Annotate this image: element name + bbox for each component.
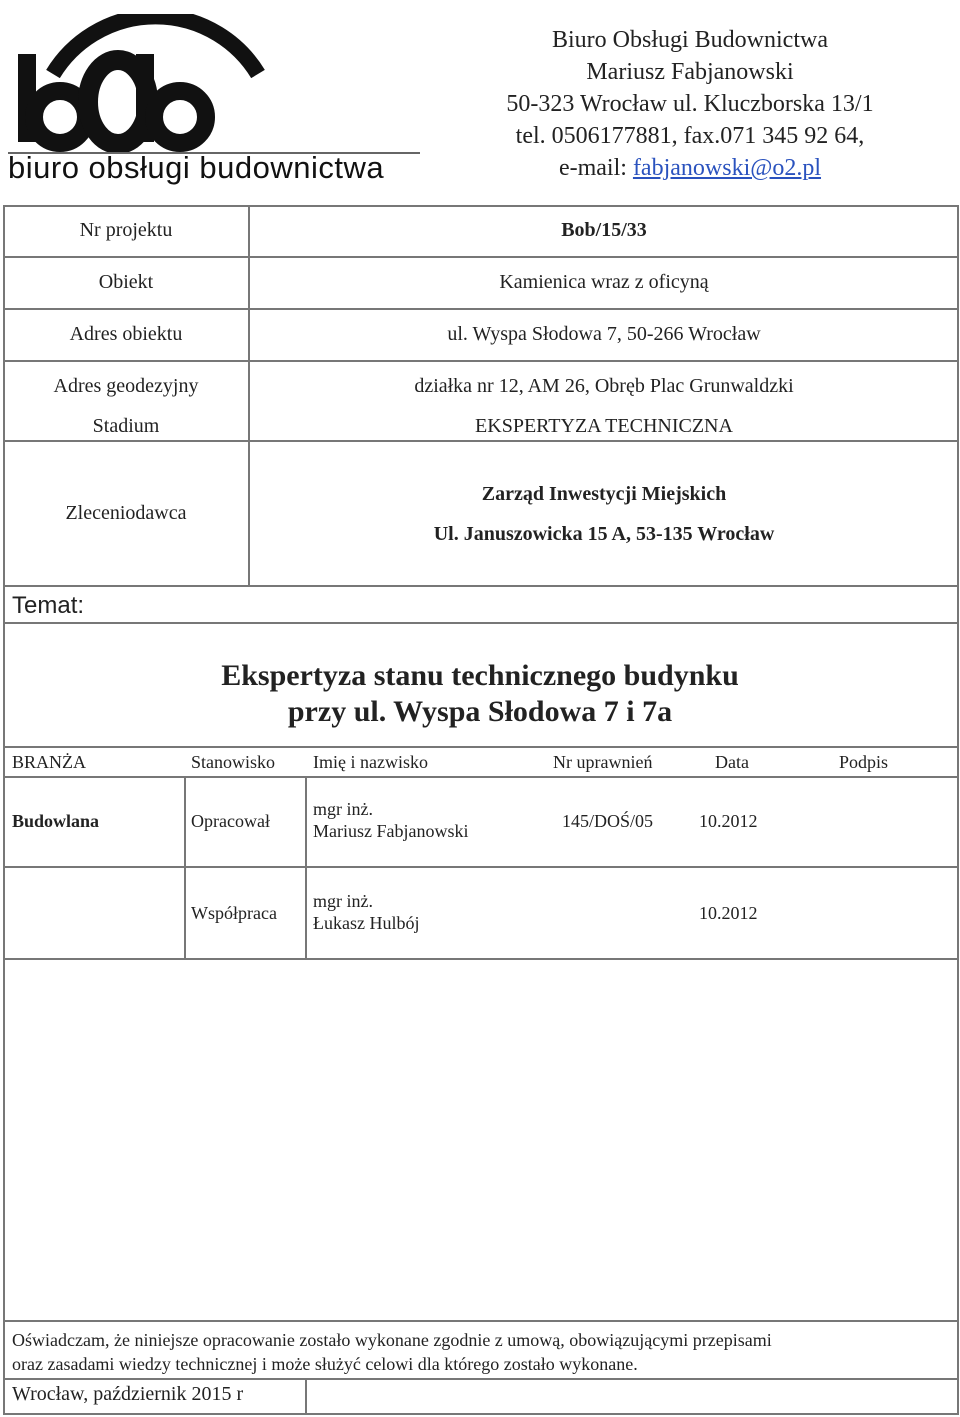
stadium-value: EKSPERTYZA TECHNICZNA: [475, 415, 733, 437]
col-line: [305, 1378, 307, 1415]
row1-title: mgr inż.: [313, 799, 373, 819]
header-nr: Nr uprawnień: [553, 752, 653, 772]
row-line: [3, 256, 958, 258]
obiekt-value: Kamienica wraz z oficyną: [499, 271, 709, 293]
row-line: [3, 308, 958, 310]
row-line: [3, 776, 958, 778]
row-line: [3, 622, 958, 624]
row2-data: 10.2012: [699, 903, 758, 923]
zleceniodawca-label: Zleceniodawca: [65, 502, 187, 524]
row2-title: mgr inż.: [313, 891, 373, 911]
header-podpis: Podpis: [839, 752, 889, 772]
header-stanowisko: Stanowisko: [191, 752, 276, 772]
company-email-line: [440, 152, 940, 184]
zleceniodawca-address: Ul. Januszowicka 15 A, 53-135 Wrocław: [433, 523, 775, 545]
col-line: [184, 776, 186, 960]
row-line: [3, 958, 958, 960]
row1-branza: Budowlana: [12, 811, 100, 831]
row2-stanowisko: Współpraca: [191, 903, 277, 923]
company-name: Biuro Obsługi Budownictwa: [552, 27, 828, 53]
logo-caption: biuro obsługi budownictwa: [8, 150, 385, 185]
row1-nr: 145/DOŚ/05: [562, 811, 654, 831]
company-info: [440, 24, 940, 184]
row2-name: Łukasz Hulbój: [313, 913, 420, 933]
email-label: e-mail:: [558, 155, 633, 181]
stadium-label: Stadium: [92, 415, 160, 437]
temat-line-1: Ekspertyza stanu technicznego budynku: [221, 659, 739, 692]
header-imie: Imię i nazwisko: [313, 752, 428, 772]
temat-label: Temat:: [12, 592, 85, 619]
temat-title: [0, 658, 960, 730]
row-line: [3, 360, 958, 362]
row-line: [3, 585, 958, 587]
row1-data: 10.2012: [699, 811, 758, 831]
adres-geodezyjny-value: działka nr 12, AM 26, Obręb Plac Grunwaldzki: [414, 375, 794, 397]
adres-geodezyjny-label: Adres geodezyjny: [53, 375, 199, 397]
place-date: Wrocław, październik 2015 r: [12, 1383, 244, 1405]
company-phone: tel. 0506177881, fax.071 345 92 64,: [515, 123, 865, 149]
row-line: [3, 440, 958, 442]
row1-stanowisko: Opracował: [191, 811, 270, 831]
company-owner: Mariusz Fabjanowski: [586, 59, 794, 85]
statement: [12, 1328, 952, 1376]
frame-top: [3, 205, 958, 207]
temat-line-2: przy ul. Wyspa Słodowa 7 i 7a: [287, 695, 673, 728]
col-line: [305, 776, 307, 960]
header-branza: BRANŻA: [12, 752, 87, 772]
company-address: 50-323 Wrocław ul. Kluczborska 13/1: [506, 91, 874, 117]
row-line: [3, 1320, 958, 1322]
email-link[interactable]: fabjanowski@o2.pl: [632, 155, 822, 181]
row-line: [3, 866, 958, 868]
row-line: [3, 1378, 958, 1380]
obiekt-label: Obiekt: [98, 271, 154, 293]
nr-projektu-value: Bob/15/33: [561, 219, 647, 241]
header-data: Data: [715, 752, 749, 772]
row-line: [3, 746, 958, 748]
zleceniodawca-name: Zarząd Inwestycji Miejskich: [481, 483, 727, 505]
row1-name: Mariusz Fabjanowski: [313, 821, 469, 841]
statement-line-1: Oświadczam, że niniejsze opracowanie zostało wykonane zgodnie z umową, obowiązującymi przepisami: [12, 1330, 772, 1350]
nr-projektu-label: Nr projektu: [79, 219, 173, 241]
adres-obiektu-label: Adres obiektu: [69, 323, 183, 345]
frame-bottom: [3, 1413, 958, 1415]
adres-obiektu-value: ul. Wyspa Słodowa 7, 50-266 Wrocław: [447, 323, 761, 345]
statement-line-2: oraz zasadami wiedzy technicznej i może służyć celowi dla którego zostało wykonane.: [12, 1354, 638, 1374]
